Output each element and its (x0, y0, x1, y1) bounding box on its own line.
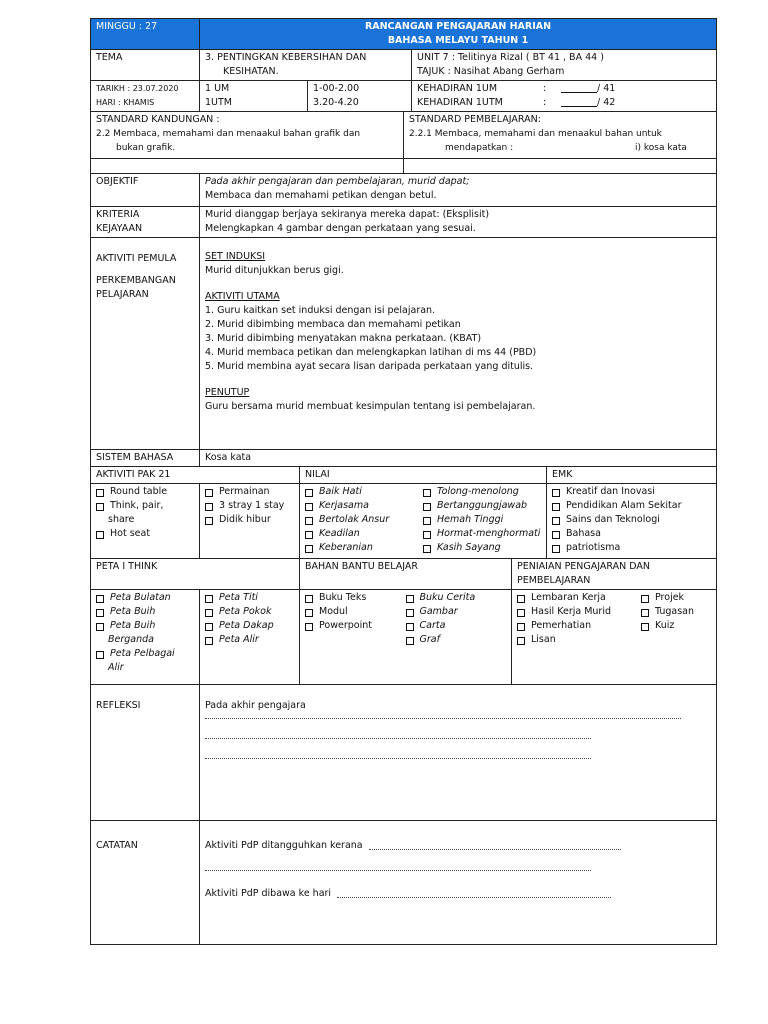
checkbox-icon[interactable] (305, 517, 313, 525)
checkbox-item[interactable]: Kasih Sayang (423, 541, 541, 555)
checkbox-icon[interactable] (96, 503, 104, 511)
kriteria-label-2: KEJAYAAN (96, 223, 143, 234)
checkbox-item[interactable]: Lisan (517, 633, 641, 647)
checkbox-icon[interactable] (305, 489, 313, 497)
nilai-col-1 (305, 485, 423, 555)
checkbox-icon[interactable] (406, 623, 414, 631)
checkbox-icon[interactable] (96, 489, 104, 497)
sistem-bahasa-row (91, 450, 717, 467)
aktiviti-step-list (205, 304, 711, 374)
checkbox-item[interactable]: Powerpoint (305, 619, 406, 633)
checkbox-icon[interactable] (423, 545, 431, 553)
aktiviti-content (200, 238, 717, 450)
hari-text: HARI : KHAMIS (96, 98, 155, 107)
checkbox-item[interactable]: Carta (406, 619, 507, 633)
objektif-value (200, 174, 717, 207)
checkbox-icon[interactable] (517, 623, 525, 631)
catatan-content[interactable] (200, 821, 717, 945)
kehadiran-1um-colon: : (543, 83, 547, 94)
checkbox-icon[interactable] (96, 595, 104, 603)
checkbox-icon[interactable] (205, 637, 213, 645)
peta-col-1 (91, 590, 200, 685)
kehadiran-1um-blank[interactable] (561, 82, 597, 93)
perkembangan-label: PERKEMBANGAN (96, 275, 176, 286)
checkbox-icon[interactable] (205, 595, 213, 603)
checkbox-item[interactable]: Hemah Tinggi (423, 513, 541, 527)
objektif-line-2: Membaca dan memahami petikan dengan betul. (205, 190, 437, 201)
title-line-2: BAHASA MELAYU TAHUN 1 (387, 35, 529, 46)
tema-value (200, 50, 412, 81)
catatan-row (91, 821, 717, 945)
kriteria-value (200, 207, 717, 238)
unit-text: UNIT 7 : Telitinya Rizal ( BT 41 , BA 44 ) (417, 52, 604, 63)
nilai-content (300, 484, 547, 559)
minggu-cell: MINGGU : 27 (91, 19, 200, 50)
nilai-label: NILAI (300, 467, 547, 484)
checkbox-item[interactable]: Kerjasama (305, 499, 423, 513)
refleksi-text: Pada akhir pengajara (205, 700, 306, 711)
header-row (91, 19, 717, 50)
penilaian-label (512, 559, 717, 590)
aktiviti-label (91, 238, 200, 450)
checkbox-item[interactable]: patriotisma (552, 541, 711, 555)
checkbox-icon[interactable] (517, 637, 525, 645)
tarikh-hari (91, 81, 200, 112)
checkbox-icon[interactable] (205, 503, 213, 511)
checkbox-item[interactable]: Baik Hati (305, 485, 423, 499)
penutup-heading: PENUTUP (205, 387, 250, 398)
refleksi-line-1[interactable] (205, 717, 681, 719)
checkbox-item[interactable]: Tolong-menolong (423, 485, 541, 499)
checkbox-icon[interactable] (552, 517, 560, 525)
checkbox-icon[interactable] (96, 651, 104, 659)
checkbox-icon[interactable] (205, 609, 213, 617)
checkbox-item[interactable]: Lembaran Kerja (517, 591, 641, 605)
checkbox-item[interactable]: Kreatif dan Inovasi (552, 485, 711, 499)
set-induksi-text: Murid ditunjukkan berus gigi. (205, 265, 344, 276)
bbb-label: BAHAN BANTU BELAJAR (300, 559, 512, 590)
objektif-row (91, 174, 717, 207)
kriteria-line-2: Melengkapkan 4 gambar dengan perkataan yang sesuai. (205, 223, 476, 234)
checkbox-item[interactable]: Tugasan (641, 605, 711, 619)
checkbox-icon[interactable] (96, 531, 104, 539)
checkbox-icon[interactable] (205, 517, 213, 525)
spacer-right (404, 159, 717, 174)
aktiviti-utama-heading: AKTIVITI UTAMA (205, 291, 280, 302)
checkbox-item[interactable]: Didik hibur (205, 513, 294, 527)
kehadiran-1um-label: KEHADIRAN 1UM (417, 83, 498, 94)
catatan-line-1 (205, 839, 711, 853)
kehadiran-1utm-label: KEHADIRAN 1UTM (417, 97, 503, 108)
kehadiran-cell (412, 81, 717, 112)
kelas-cell (200, 81, 308, 112)
penutup-text: Guru bersama murid membuat kesimpulan tentang isi pembelajaran. (205, 401, 536, 412)
unit-tajuk (412, 50, 717, 81)
catatan-line-2 (205, 887, 711, 901)
bbb-col-2 (406, 591, 507, 647)
tarikh-row (91, 81, 717, 112)
catatan-label: CATATAN (91, 821, 200, 945)
checkbox-icon[interactable] (406, 637, 414, 645)
emk-label: EMK (547, 467, 717, 484)
checkbox-icon[interactable] (205, 623, 213, 631)
checkbox-icon[interactable] (517, 609, 525, 617)
checkbox-item[interactable]: Peta Titi (205, 591, 294, 605)
penilaian-col-1 (517, 591, 641, 647)
checkbox-icon[interactable] (552, 489, 560, 497)
checkbox-item[interactable]: Round table (96, 485, 194, 499)
nilai-col-2 (423, 485, 541, 555)
masa-2: 3.20-4.20 (313, 97, 359, 108)
checkbox-item[interactable]: Peta Buih (96, 605, 194, 619)
checkbox-icon[interactable] (423, 517, 431, 525)
checkbox-item[interactable]: Modul (305, 605, 406, 619)
pak21-col-2 (200, 484, 300, 559)
checkbox-icon[interactable] (552, 531, 560, 539)
catatan-blank-2[interactable] (205, 869, 591, 871)
checkbox-icon[interactable] (641, 595, 649, 603)
kriteria-line-1: Murid dianggap berjaya sekiranya mereka dapat: (Eksplisit) (205, 209, 490, 220)
kehadiran-1utm-colon: : (543, 97, 547, 108)
document-title (200, 19, 717, 50)
tema-row (91, 50, 717, 81)
aktiviti-step: 1. Guru kaitkan set induksi dengan isi pelajaran. (205, 305, 436, 316)
checkbox-item[interactable]: Peta Pokok (205, 605, 294, 619)
sp-line-2-row (409, 141, 711, 155)
kehadiran-1um (417, 82, 711, 96)
checkbox-icon[interactable] (406, 595, 414, 603)
checkbox-icon[interactable] (423, 531, 431, 539)
checkbox-item[interactable]: Keberanian (305, 541, 423, 555)
emk-content (547, 484, 717, 559)
checkbox-icon[interactable] (305, 623, 313, 631)
standard-pembelajaran (404, 112, 717, 159)
kriteria-row (91, 207, 717, 238)
refleksi-content[interactable] (200, 685, 717, 821)
lesson-plan-document (90, 18, 716, 945)
aktiviti-pemula-label: AKTIVITI PEMULA (96, 253, 177, 264)
checkbox-item[interactable]: Peta Alir (205, 633, 294, 647)
checkbox-icon[interactable] (305, 531, 313, 539)
kehadiran-1utm-blank[interactable] (561, 96, 597, 107)
peta-header-row (91, 559, 717, 590)
refleksi-line-3[interactable] (205, 757, 591, 759)
checkbox-item[interactable]: Bahasa (552, 527, 711, 541)
kelas-2: 1UTM (205, 97, 232, 108)
kriteria-label (91, 207, 200, 238)
penilaian-content (512, 590, 717, 685)
pak21-label: AKTIVITI PAK 21 (91, 467, 300, 484)
checkbox-icon[interactable] (552, 503, 560, 511)
tema-line-2: KESIHATAN. (223, 66, 279, 77)
sk-line-2: bukan grafik. (116, 143, 176, 153)
checkbox-icon[interactable] (205, 489, 213, 497)
sp-label: STANDARD PEMBELAJARAN: (409, 114, 541, 125)
peta-label: PETA I THINK (91, 559, 300, 590)
aktiviti-row (91, 238, 717, 450)
standard-row (91, 112, 717, 159)
checkbox-icon[interactable] (423, 503, 431, 511)
bbb-content (300, 590, 512, 685)
aktiviti-step: 4. Murid membaca petikan dan melengkapkan latihan di ms 44 (PBD) (205, 347, 537, 358)
catatan-line-1-text: Aktiviti PdP ditangguhkan kerana (205, 840, 363, 851)
checkbox-item[interactable]: Keadilan (305, 527, 423, 541)
checkbox-icon[interactable] (305, 609, 313, 617)
pak21-header-row (91, 467, 717, 484)
checkbox-icon[interactable] (96, 623, 104, 631)
checkbox-icon[interactable] (305, 503, 313, 511)
aktiviti-step: 5. Murid membina ayat secara lisan daripada perkataan yang ditulis. (205, 361, 534, 372)
tema-label: TEMA (91, 50, 200, 81)
checkbox-icon[interactable] (305, 545, 313, 553)
sp-line-1: 2.2.1 Membaca, memahami dan menaakul bahan untuk (409, 129, 662, 139)
checkbox-continuation: Berganda (108, 634, 154, 645)
refleksi-label: REFLEKSI (91, 685, 200, 821)
checkbox-icon[interactable] (305, 595, 313, 603)
checkbox-item[interactable]: Projek (641, 591, 711, 605)
peta-content-row (91, 590, 717, 685)
checkbox-item[interactable]: Graf (406, 633, 507, 647)
set-induksi-heading: SET INDUKSI (205, 251, 266, 262)
checkbox-item[interactable]: Hasil Kerja Murid (517, 605, 641, 619)
kehadiran-1utm-total: / 42 (597, 97, 616, 108)
checkbox-item[interactable]: Think, pair, (96, 499, 194, 513)
checkbox-item[interactable]: Hot seat (96, 527, 194, 541)
spacer-left (91, 159, 404, 174)
checkbox-item[interactable]: Peta Buih (96, 619, 194, 633)
checkbox-item[interactable]: Pemerhatian (517, 619, 641, 633)
penilaian-label-1: PENIAIAN PENGAJARAN DAN (517, 561, 650, 572)
sk-label: STANDARD KANDUNGAN : (96, 114, 220, 125)
checkbox-item[interactable]: Gambar (406, 605, 507, 619)
kehadiran-1utm (417, 96, 711, 110)
catatan-line-2-text: Aktiviti PdP dibawa ke hari (205, 888, 332, 899)
checkbox-icon[interactable] (517, 595, 525, 603)
peta-col-2 (200, 590, 300, 685)
checkbox-continuation: Alir (108, 662, 124, 673)
bbb-col-1 (305, 591, 406, 647)
checkbox-item[interactable]: Bertanggungjawab (423, 499, 541, 513)
catatan-blank-3[interactable] (337, 887, 611, 898)
pelajaran-label: PELAJARAN (96, 289, 149, 300)
checkbox-item[interactable]: Peta Pelbagai (96, 647, 194, 661)
checkbox-item[interactable]: Permainan (205, 485, 294, 499)
kelas-1: 1 UM (205, 83, 230, 94)
checkbox-item[interactable]: Sains dan Teknologi (552, 513, 711, 527)
aktiviti-step: 3. Murid dibimbing menyatakan makna perkataan. (KBAT) (205, 333, 482, 344)
penilaian-label-2: PEMBELAJARAN (517, 575, 591, 586)
masa-1: 1-00-2.00 (313, 83, 360, 94)
checkbox-item[interactable]: Buku Teks (305, 591, 406, 605)
sp-line-2b: i) kosa kata (635, 143, 687, 153)
checkbox-item[interactable]: Pendidikan Alam Sekitar (552, 499, 711, 513)
penilaian-col-2 (641, 591, 711, 647)
checkbox-item[interactable]: Kuiz (641, 619, 711, 633)
spacer-row (91, 159, 717, 174)
tajuk-text: TAJUK : Nasihat Abang Gerham (417, 66, 565, 77)
checkbox-icon[interactable] (552, 545, 560, 553)
aktiviti-step: 2. Murid dibimbing membaca dan memahami petikan (205, 319, 461, 330)
objektif-line-1: Pada akhir pengajaran dan pembelajaran, murid dapat; (205, 176, 470, 187)
kehadiran-1um-total: / 41 (597, 83, 616, 94)
checkbox-item[interactable]: Hormat-menghormati (423, 527, 541, 541)
checkbox-icon[interactable] (641, 623, 649, 631)
checkbox-item[interactable]: Bertolak Ansur (305, 513, 423, 527)
refleksi-row (91, 685, 717, 821)
checkbox-continuation: share (108, 514, 135, 525)
sp-line-2: mendapatkan : (445, 143, 514, 153)
pak21-col-1 (91, 484, 200, 559)
standard-kandungan (91, 112, 404, 159)
lesson-plan-table (90, 18, 717, 945)
catatan-blank-1[interactable] (369, 839, 621, 850)
pak21-content-row (91, 484, 717, 559)
sk-line-1: 2.2 Membaca, memahami dan menaakul bahan grafik dan (96, 129, 361, 139)
objektif-label: OBJEKTIF (91, 174, 200, 207)
title-line-1: RANCANGAN PENGAJARAN HARIAN (364, 21, 552, 32)
tarikh-text: TARIKH : 23.07.2020 (96, 84, 179, 93)
checkbox-item[interactable]: Peta Bulatan (96, 591, 194, 605)
checkbox-icon[interactable] (641, 609, 649, 617)
checkbox-icon[interactable] (96, 609, 104, 617)
checkbox-item[interactable]: Buku Cerita (406, 591, 507, 605)
tema-line-1: 3. PENTINGKAN KEBERSIHAN DAN (205, 52, 367, 63)
refleksi-line-2[interactable] (205, 737, 591, 739)
kriteria-label-1: KRITERIA (96, 209, 140, 220)
checkbox-item[interactable]: 3 stray 1 stay (205, 499, 294, 513)
masa-cell (308, 81, 412, 112)
checkbox-item[interactable]: Peta Dakap (205, 619, 294, 633)
checkbox-icon[interactable] (406, 609, 414, 617)
sistem-bahasa-label: SISTEM BAHASA (91, 450, 200, 467)
sistem-bahasa-value: Kosa kata (200, 450, 717, 467)
checkbox-icon[interactable] (423, 489, 431, 497)
